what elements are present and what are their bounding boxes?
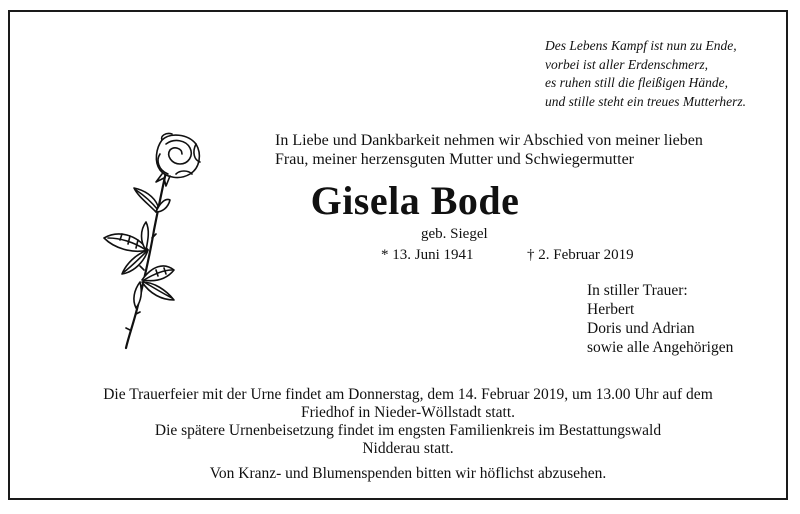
mourner-name: Doris und Adrian (587, 320, 695, 337)
intro-line: In Liebe und Dankbarkeit nehmen wir Abschied von meiner lieben (275, 132, 703, 149)
footer-line: Die spätere Urnenbeisetzung findet im engsten Familienkreis im Bestattungswald (154, 422, 662, 439)
poem-line: vorbei ist aller Erdenschmerz, (545, 56, 708, 72)
intro-text (275, 131, 703, 169)
footer-line: Die Trauerfeier mit der Urne findet am Donnerstag, dem 14. Februar 2019, um 13.00 Uhr auf dem (103, 386, 713, 403)
mourners-heading: In stiller Trauer: (587, 282, 688, 299)
death-date: † 2. Februar 2019 (527, 247, 634, 263)
rose-icon (96, 130, 206, 355)
poem-line: und stille steht ein treues Mutterherz. (545, 93, 746, 109)
footer-line: Friedhof in Nieder-Wöllstadt statt. (300, 404, 516, 421)
maiden-name: geb. Siegel (421, 226, 488, 242)
mourner-name: sowie alle Angehörigen (587, 339, 734, 356)
poem-line: es ruhen still die fleißigen Hände, (545, 75, 728, 90)
footer-line: Nidderau statt. (362, 440, 454, 457)
intro-line: Frau, meiner herzensguten Mutter und Schwiegermutter (275, 151, 634, 168)
ceremony-info (0, 386, 800, 483)
footer-line: Von Kranz- und Blumenspenden bitten wir höflichst abzusehen. (209, 465, 607, 482)
birth-date: * 13. Juni 1941 (381, 247, 474, 263)
poem (545, 37, 746, 111)
mourner-name: Herbert (587, 301, 635, 318)
deceased-name: Gisela Bode (310, 178, 520, 223)
mourners-block (587, 281, 733, 357)
poem-line: Des Lebens Kampf ist nun zu Ende, (545, 38, 737, 53)
